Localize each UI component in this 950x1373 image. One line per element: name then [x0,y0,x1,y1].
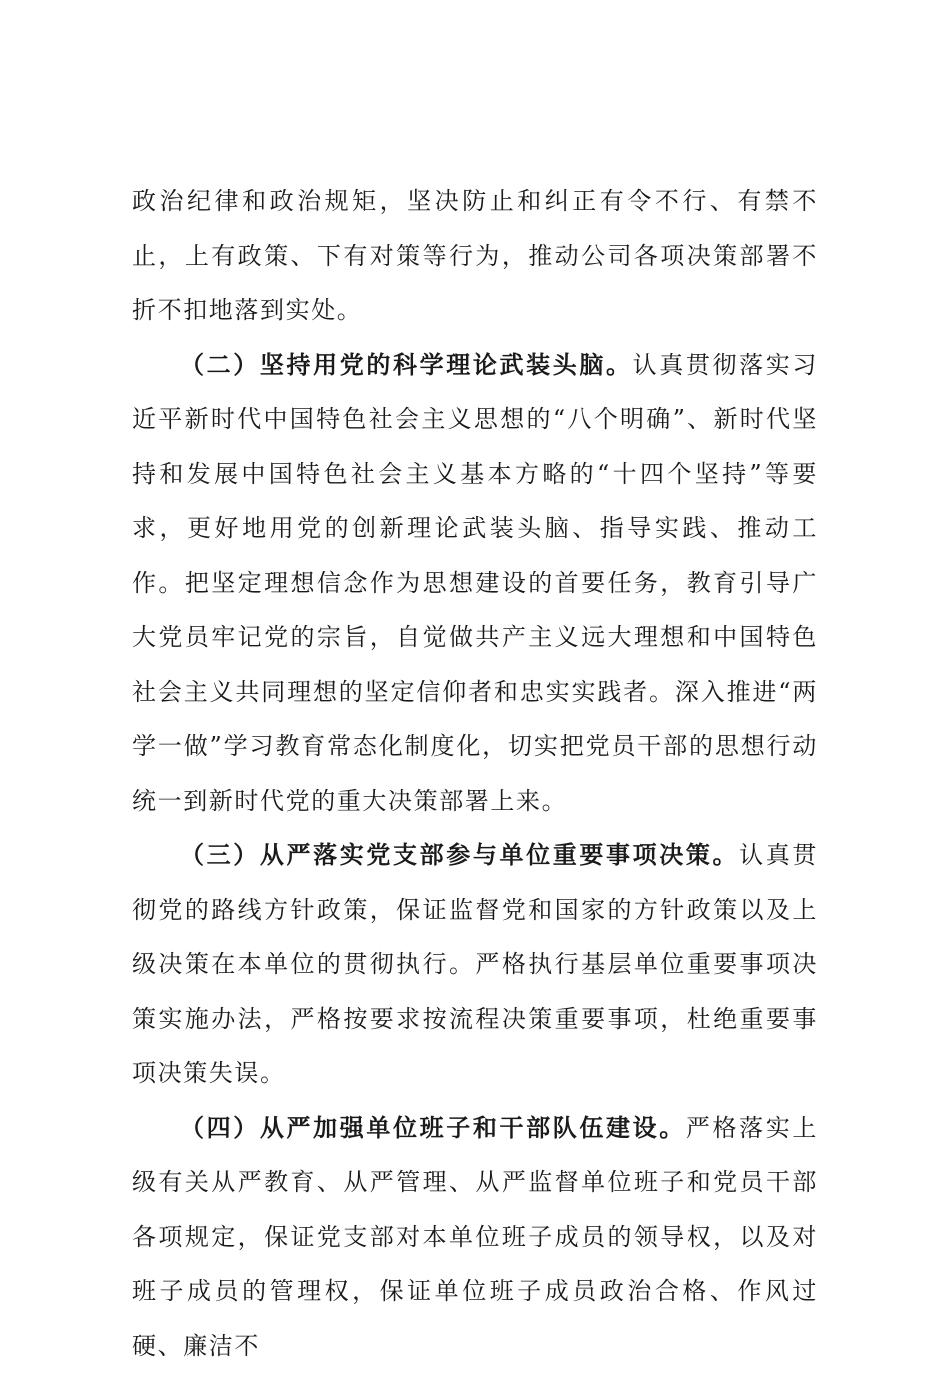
section-heading: （三）从严落实党支部参与单位重要事项决策。 [180,840,739,869]
paragraph-section-4 [132,1101,818,1373]
paragraph-text: 政治纪律和政治规矩，坚决防止和纠正有令不行、有禁不止，上有政策、下有对策等行为，推动公司各项决策部署不折不扣地落到实处。 [132,187,818,324]
section-heading: （四）从严加强单位班子和干部队伍建设。 [180,1113,686,1142]
paragraph-text: 严格落实上级有关从严教育、从严管理、从严监督单位班子和党员干部各项规定，保证党支部对本单位班子成员的领导权，以及对班子成员的管理权，保证单位班子成员政治合格、作风过硬、廉洁不 [132,1114,818,1360]
paragraph-continuation [132,174,818,338]
section-heading: （二）坚持用党的科学理论武装头脑。 [180,350,633,379]
document-body [132,174,818,1373]
paragraph-text: 认真贯彻落实习近平新时代中国特色社会主义思想的“八个明确”、新时代坚持和发展中国特色社会主义基本方略的“十四个坚持”等要求，更好地用党的创新理论武装头脑、指导实践、推动工作。把坚定理想信念作为思想建设的首要任务，教育引导广大党员牢记党的宗旨，自觉做共产主义远大理想和中国特色社会主义共同理想的坚定信仰者和忠实实践者。深入推进“两学一做”学习教育常态化制度化，切实把党员干部的思想行动统一到新时代党的重大决策部署上来。 [132,351,818,815]
paragraph-text: 认真贯彻党的路线方针政策，保证监督党和国家的方针政策以及上级决策在本单位的贯彻执行。严格执行基层单位重要事项决策实施办法，严格按要求按流程决策重要事项，杜绝重要事项决策失误。 [132,841,818,1087]
paragraph-section-2 [132,338,818,829]
paragraph-section-3 [132,828,818,1101]
